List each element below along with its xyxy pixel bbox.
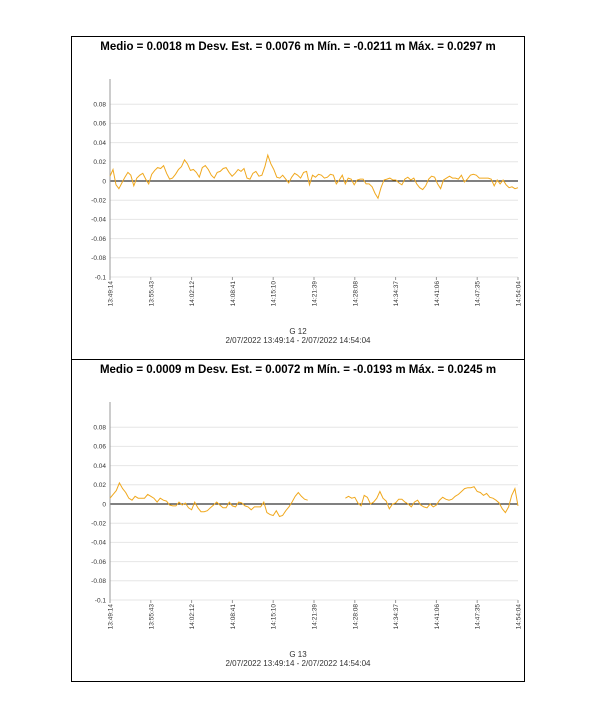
x-tick-label: 14:28:08 <box>352 281 360 307</box>
plot-area <box>72 360 524 682</box>
y-tick-label: 0.06 <box>93 443 106 451</box>
y-tick-label: -0.08 <box>91 578 106 586</box>
y-tick-label: -0.04 <box>91 216 106 224</box>
y-tick-label: -0.04 <box>91 539 106 547</box>
x-tick-label: 13:49:14 <box>107 604 115 630</box>
x-tick-label: 14:47:35 <box>474 604 482 630</box>
y-tick-label: 0.08 <box>93 424 106 432</box>
series-name: G 13 <box>289 650 307 659</box>
x-tick-label: 14:41:06 <box>433 281 441 307</box>
y-tick-label: -0.1 <box>94 274 106 282</box>
series-line <box>110 483 518 517</box>
x-tick-label: 14:08:41 <box>229 604 237 630</box>
y-tick-label: 0.02 <box>93 159 106 167</box>
y-tick-label: 0.04 <box>93 139 106 147</box>
x-tick-label: 13:55:43 <box>148 281 156 307</box>
x-tick-label: 14:34:37 <box>393 604 401 630</box>
x-tick-label: 14:34:37 <box>393 281 401 307</box>
date-range: 2/07/2022 13:49:14 - 2/07/2022 14:54:04 <box>225 336 371 345</box>
y-tick-label: 0.04 <box>93 462 106 470</box>
y-tick-label: 0.08 <box>93 101 106 109</box>
y-tick-label: 0.02 <box>93 482 106 490</box>
x-tick-label: 14:21:39 <box>311 604 319 630</box>
x-tick-label: 14:54:04 <box>515 604 523 630</box>
x-tick-label: 14:15:10 <box>270 281 278 307</box>
x-tick-label: 14:02:12 <box>189 604 197 630</box>
chart-title: Medio = 0.0018 m Desv. Est. = 0.0076 m Mín. = -0.0211 m Máx. = 0.0297 m <box>100 41 496 53</box>
x-tick-label: 14:02:12 <box>189 281 197 307</box>
x-tick-label: 13:55:43 <box>148 604 156 630</box>
chart-title: Medio = 0.0009 m Desv. Est. = 0.0072 m Mín. = -0.0193 m Máx. = 0.0245 m <box>99 364 497 376</box>
y-tick-label: 0 <box>102 501 106 509</box>
x-tick-label: 14:54:04 <box>515 281 523 307</box>
y-tick-label: -0.06 <box>91 235 106 243</box>
chart-panel-g13 <box>72 359 524 682</box>
y-tick-label: -0.08 <box>91 255 106 263</box>
chart-panel-g12 <box>72 37 524 359</box>
y-tick-label: -0.02 <box>91 520 106 528</box>
y-tick-label: 0.06 <box>93 120 106 128</box>
x-tick-label: 14:47:35 <box>474 281 482 307</box>
x-tick-label: 14:21:39 <box>311 281 319 307</box>
y-tick-label: 0 <box>102 178 106 186</box>
x-tick-label: 14:28:08 <box>352 604 360 630</box>
series-name: G 12 <box>289 327 307 336</box>
x-tick-label: 14:41:06 <box>433 604 441 630</box>
y-tick-label: -0.02 <box>91 197 106 205</box>
y-tick-label: -0.06 <box>91 558 106 566</box>
x-tick-label: 14:08:41 <box>229 281 237 307</box>
plot-area <box>72 37 524 359</box>
charts-frame <box>71 36 525 682</box>
x-tick-label: 13:49:14 <box>107 281 115 307</box>
y-tick-label: -0.1 <box>94 597 106 605</box>
date-range: 2/07/2022 13:49:14 - 2/07/2022 14:54:04 <box>225 659 371 668</box>
x-tick-label: 14:15:10 <box>270 604 278 630</box>
